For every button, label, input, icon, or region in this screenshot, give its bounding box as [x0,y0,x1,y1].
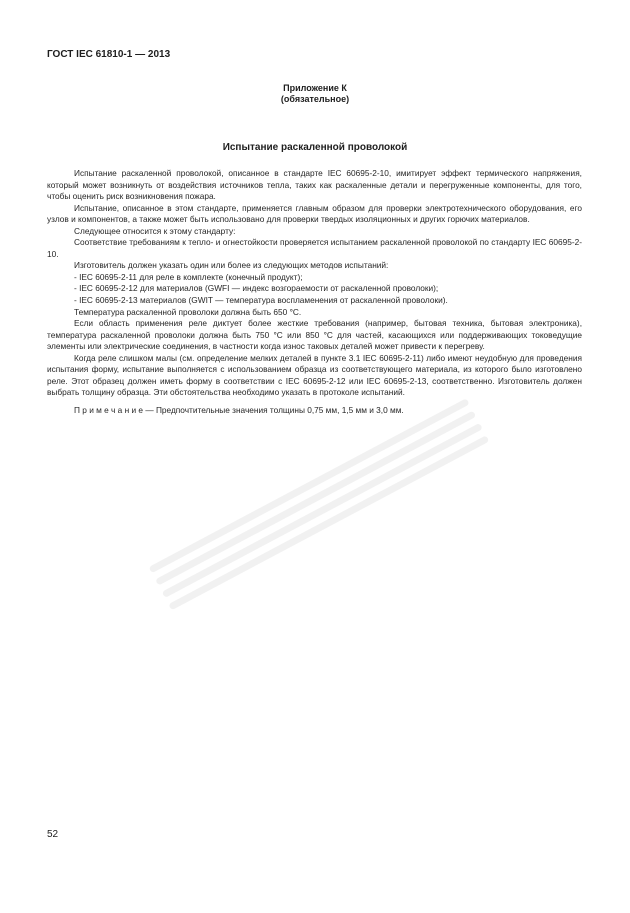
body-text [47,168,582,416]
paragraph: Соответствие требованиям к тепло- и огнестойкости проверяется испытанием раскаленной проволокой по стандарту IEC 60695-2-10. [47,237,582,259]
paragraph: Следующее относится к этому стандарту: [74,225,236,236]
document-header: ГОСТ IEC 61810-1 — 2013 [47,49,171,60]
annex-status: (обязательное) [280,94,350,104]
paragraph: Изготовитель должен указать один или более из следующих методов испытаний: [74,260,389,271]
list-item: - IEC 60695-2-12 для материалов (GWFI — индекс возгораемости от раскаленной проволоки); [74,283,439,294]
paragraph: Испытание раскаленной проволокой, описанное в стандарте IEC 60695-2-10, имитирует эффект термического напряжения, который может возникнуть от воздействия источников тепла, таких как раскаленные детали и перегруженные компоненты, для того, чтобы оценить риск возникновения пожара. [47,168,582,202]
paragraph: Испытание, описанное в этом стандарте, применяется главным образом для проверки электротехнического оборудования, его узлов и компонентов, а также может быть использовано для проверки твердых изоляционных и других горючих материалов. [47,202,582,225]
page-number: 52 [47,829,59,840]
paragraph: Температура раскаленной проволоки должна быть 650 °С. [74,306,302,317]
note: П р и м е ч а н и е — Предпочтительные значения толщины 0,75 мм, 1,5 мм и 3,0 мм. [74,404,404,415]
section-title: Испытание раскаленной проволокой [222,142,408,153]
paragraph: Если область применения реле диктует более жесткие требования (например, бытовая техника, бытовая электроника), температура раскаленной проволоки должна быть 750 °С или 850 °С для частей, касающихся или поддерживающих токоведущие элементы или электрические соединения, в частности когда износ таковых деталей может привести к перегреву. [47,318,582,352]
paragraph: Когда реле слишком малы (см. определение мелких деталей в пункте 3.1 IEC 60695-2-11) либо имеют неудобную для проведения испытания форму, испытание выполняется с использованием образца из соответствующего материала, из которого было изготовлено реле. Этот образец должен иметь форму в соответствии с IEC 60695-2-12 или IEC 60695-2-13, соответственно. Изготовитель должен выбрать толщину образца. Эти обстоятельства необходимо указать в протоколе испытаний. [47,352,582,398]
list-item: - IEC 60695-2-13 материалов (GWIT — температура воспламенения от раскаленной проволоки). [74,295,448,306]
annex-label: Приложение К [283,83,347,93]
watermark [145,392,515,658]
list-item: - IEC 60695-2-11 для реле в комплекте (конечный продукт); [74,271,303,282]
